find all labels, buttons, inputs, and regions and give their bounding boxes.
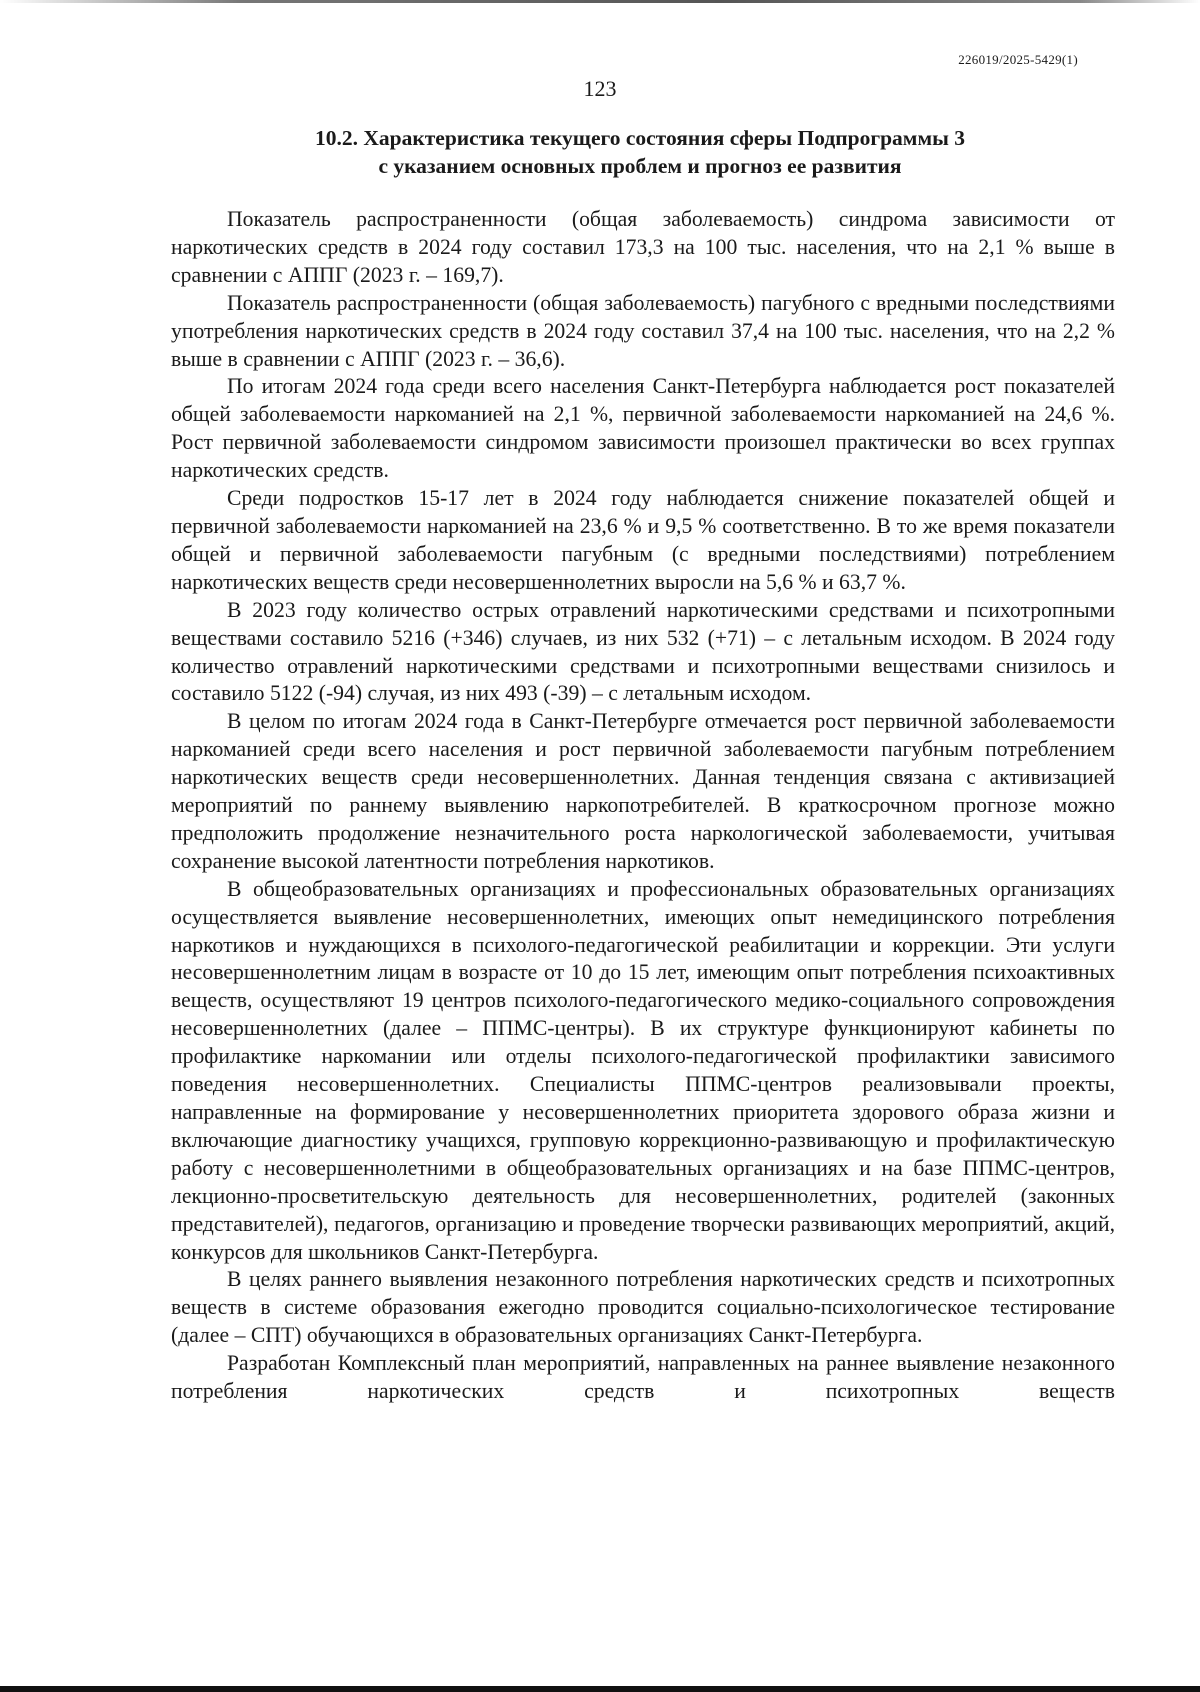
scan-edge-top [0,0,1200,3]
page-number: 123 [583,76,617,101]
paragraph: В общеобразовательных организациях и профессиональных образовательных организациях осуществляется выявление несовершеннолетних, имеющих опыт немедицинского потребления наркотиков и нуждающихся в психолого-педагогической реабилитации и коррекции. Эти услуги несовершеннолетним лицам в возрасте от 10 до 15 лет, имеющим опыт потребления психоактивных веществ, осуществляют 19 центров психолого-педагогического медико-социального сопровождения несовершеннолетних (далее – ППМС-центры). В их структуре функционируют кабинеты по профилактике наркомании или отделы психолого-педагогической профилактики зависимого поведения несовершеннолетних. Специалисты ППМС-центров реализовывали проекты, направленные на формирование у несовершеннолетних приоритета здорового образа жизни и включающие диагностику учащихся, групповую коррекционно-развивающую и профилактическую работу с несовершеннолетними в общеобразовательных организациях и на базе ППМС-центров, лекционно-просветительскую деятельность для несовершеннолетних, родителей (законных представителей), педагогов, организацию и проведение творчески развивающих мероприятий, акций, конкурсов для школьников Санкт-Петербурга. [171,876,1115,1264]
section-heading-line-1: 10.2. Характеристика текущего состояния сферы Подпрограммы 3 [314,126,966,150]
scan-edge-bottom [0,1686,1200,1692]
paragraph-continued: Разработан Комплексный план мероприятий, направленных на раннее выявление незаконного потребления наркотических средств и психотропных веществ [171,1351,1115,1404]
paragraph: В 2023 году количество острых отравлений наркотическими средствами и психотропными веществами составило 5216 (+346) случаев, из них 532 (+71) – с летальным исходом. В 2024 году количество отравлений наркотическими средствами и психотропными веществами снизилось и составило 5122 (-94) случая, из них 493 (-39) – с летальным исходом. [171,597,1115,706]
paragraph: Показатель распространенности (общая заболеваемость) пагубного с вредными последствиями употребления наркотических средств в 2024 году составил 37,4 на 100 тыс. населения, что на 2,2 % выше в сравнении с АППГ (2023 г. – 36,6). [171,290,1115,371]
document-body [171,206,1115,1406]
paragraph: В целом по итогам 2024 года в Санкт-Петербурге отмечается рост первичной заболеваемости наркоманией среди всего населения и рост первичной заболеваемости пагубным потреблением наркотических веществ среди несовершеннолетних. Данная тенденция связана с активизацией мероприятий по раннему выявлению наркопотребителей. В краткосрочном прогнозе можно предположить продолжение незначительного роста наркологической заболеваемости, учитывая сохранение высокой латентности потребления наркотиков. [171,709,1115,873]
section-heading-line-2: с указанием основных проблем и прогноз ее развития [378,154,902,178]
paragraph: По итогам 2024 года среди всего населения Санкт-Петербурга наблюдается рост показателей общей заболеваемости наркоманией на 2,1 %, первичной заболеваемости наркоманией на 24,6 %. Рост первичной заболеваемости синдромом зависимости произошел практически во всех группах наркотических средств. [171,374,1115,483]
document-registration-number: 226019/2025-5429(1) [958,52,1078,67]
paragraph: В целях раннего выявления незаконного потребления наркотических средств и психотропных веществ в системе образования ежегодно проводится социально-психологическое тестирование (далее – СПТ) обучающихся в образовательных организациях Санкт-Петербурга. [171,1267,1115,1348]
section-heading [250,124,1030,180]
paragraph: Показатель распространенности (общая заболеваемость) синдрома зависимости от наркотических средств в 2024 году составил 173,3 на 100 тыс. населения, что на 2,1 % выше в сравнении с АППГ (2023 г. – 169,7). [171,207,1115,287]
paragraph: Среди подростков 15-17 лет в 2024 году наблюдается снижение показателей общей и первичной заболеваемости наркоманией на 23,6 % и 9,5 % соответственно. В то же время показатели общей и первичной заболеваемости пагубным (с вредными последствиями) потреблением наркотических веществ среди несовершеннолетних выросли на 5,6 % и 63,7 %. [171,486,1115,594]
